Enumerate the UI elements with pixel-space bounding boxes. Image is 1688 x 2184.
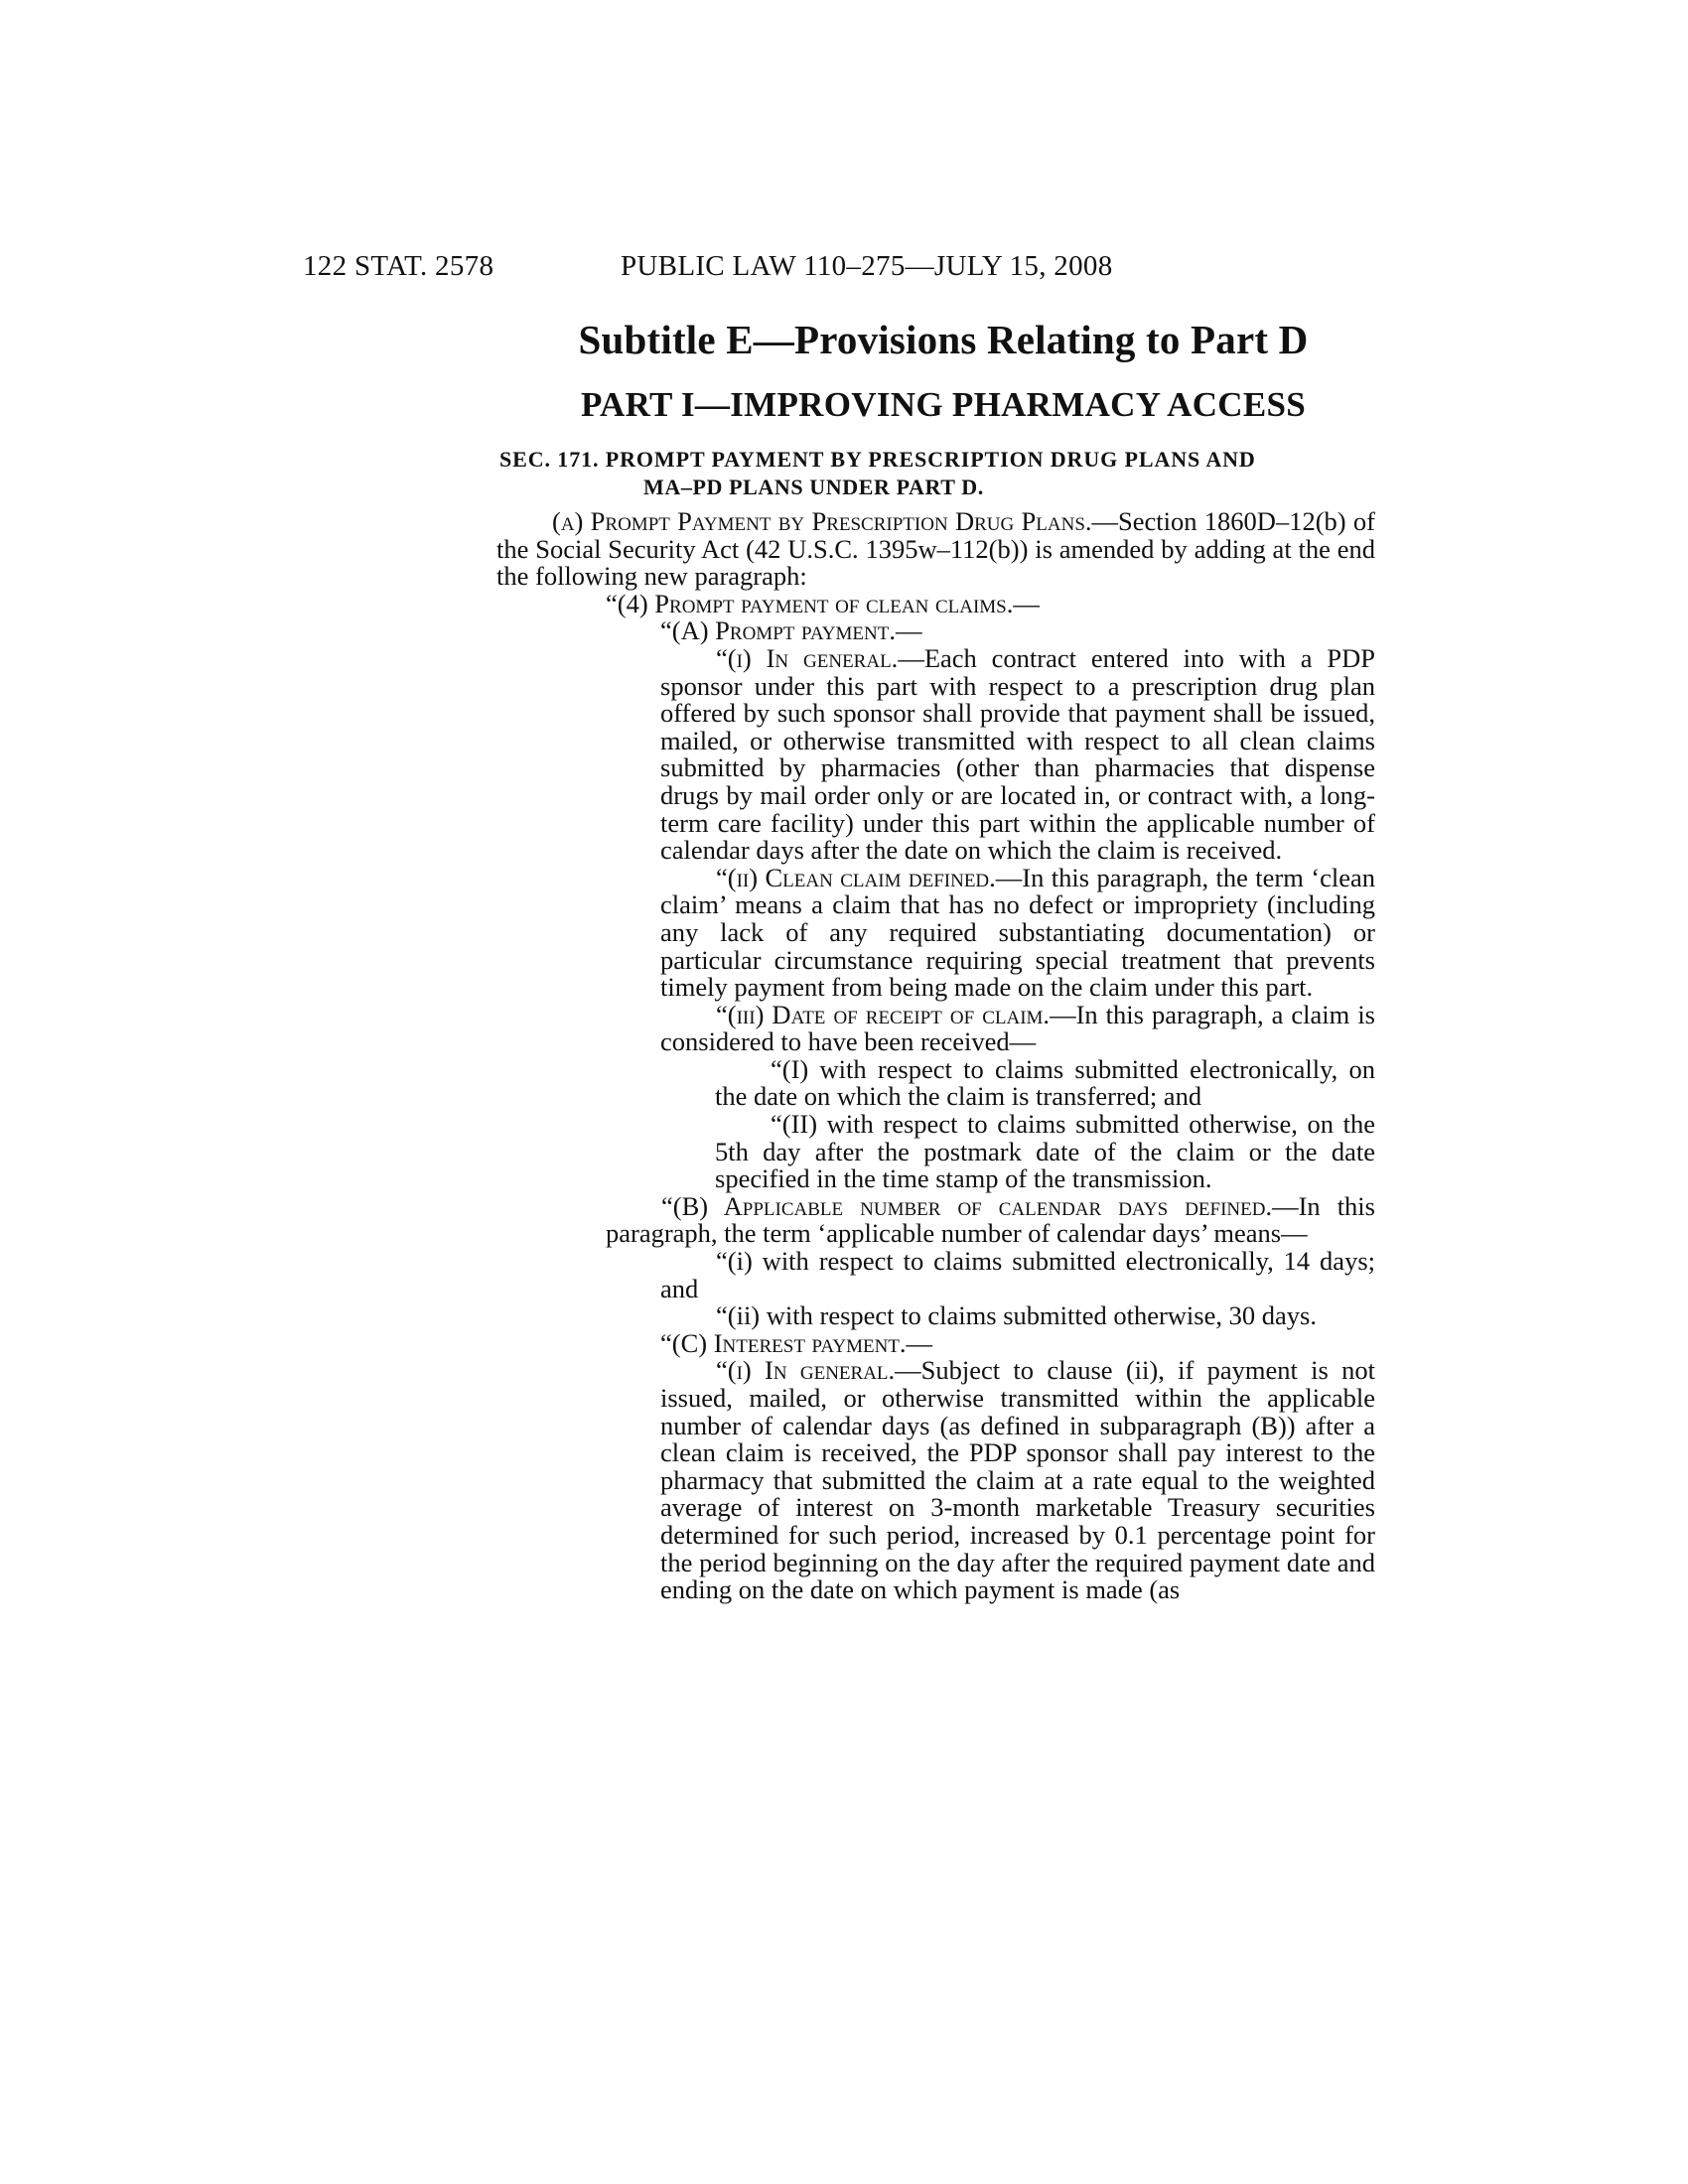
- clause-B-i: [496, 1248, 1375, 1302]
- clause-A-iii: [496, 999, 1375, 1057]
- clause-B-i-text: “(i) with respect to claims submitted electronically, 14 days; and: [660, 1246, 1375, 1303]
- subparagraph-C-heading: [496, 1327, 1375, 1358]
- part-heading: PART I—IMPROVING PHARMACY ACCESS: [580, 385, 1307, 424]
- running-header: [303, 250, 1375, 290]
- subclause-II-text: “(II) with respect to claims submitted otherwise, on the 5th day after the postmark date of the claim or the date specified in the time stamp of the transmission.: [715, 1109, 1375, 1194]
- clause-B-ii: [496, 1302, 1375, 1330]
- subparagraph-C-heading-text: “(C) Interest payment.—: [660, 1327, 933, 1358]
- subparagraph-A-heading-text: “(A) Prompt payment.—: [660, 615, 922, 646]
- clause-A-i-text: —Each contract entered into with a PDP sponsor under this part with respect to a prescription drug plan offered by such sponsor shall provide that payment shall be issued, mailed, or otherwise transmitted with respect to all clean claims submitted by pharmacies (other than pharmacies that dispense drugs by mail order only or are located in, or contract with, a long-term care facility) under this part within the applicable number of calendar days after the date on which the claim is received.: [660, 642, 1375, 866]
- subsection-a-text: —Section 1860D–12(b) of the Social Security Act (42 U.S.C. 1395w–112(b)) is amended by adding at the end the following new paragraph:: [496, 506, 1375, 592]
- subtitle-heading: Subtitle E—Provisions Relating to Part D: [578, 317, 1309, 362]
- subparagraph-B-text: —In this paragraph, the term ‘applicable number of calendar days’ means—: [606, 1190, 1375, 1249]
- clause-B-ii-text: “(ii) with respect to claims submitted otherwise, 30 days.: [716, 1300, 1317, 1331]
- stat-page-number: 122 STAT. 2578: [303, 250, 494, 282]
- clause-C-i-heading: “(i) In general.: [716, 1355, 896, 1386]
- clause-A-iii-heading: “(iii) Date of receipt of claim.: [716, 999, 1051, 1029]
- subclause-I: [496, 1053, 1375, 1112]
- paragraph-4-heading: [496, 588, 1375, 618]
- paragraph-4-heading-text: “(4) Prompt payment of clean claims.—: [606, 588, 1040, 618]
- subsection-a-heading: (a) Prompt Payment by Prescription Drug Plans.: [552, 506, 1092, 536]
- subparagraph-A-heading: [496, 617, 1375, 645]
- clause-C-i-text: —Subject to clause (ii), if payment is not issued, mailed, or otherwise transmitted within the applicable number of calendar days (as defined in subparagraph (B)) after a clean claim is received, the PDP sponsor shall pay interest to the pharmacy that submitted the claim at a rate equal to the weighted average of interest on 3-month marketable Treasury securities determined for such period, increased by 0.1 percentage point for the period beginning on the day after the required payment date and ending on the date on which payment is made (as: [660, 1355, 1375, 1605]
- subparagraph-B: [496, 1190, 1375, 1249]
- section-heading-line2: MA–PD PLANS UNDER PART D.: [643, 474, 984, 499]
- clause-A-ii-text: —In this paragraph, the term ‘clean claim’ means a claim that has no defect or impropriety (including any lack of any required substantiating documentation) or particular circumstance requiring special treatment that prevents timely payment from being made on the claim under this part.: [660, 862, 1375, 1003]
- section-heading: [499, 446, 1373, 500]
- clause-A-ii: [496, 862, 1375, 1003]
- section-heading-line1: SEC. 171. PROMPT PAYMENT BY PRESCRIPTION DRUG PLANS AND: [499, 447, 1256, 472]
- clause-A-i-heading: “(i) In general.: [716, 642, 899, 673]
- clause-A-iii-text: —In this paragraph, a claim is considered to have been received—: [660, 999, 1375, 1057]
- clause-A-i: [496, 642, 1375, 866]
- clause-C-i: [496, 1357, 1375, 1603]
- subparagraph-B-heading: “(B) Applicable number of calendar days defined.: [661, 1190, 1273, 1221]
- subclause-I-text: “(I) with respect to claims submitted electronically, on the date on which the claim is transferred; and: [715, 1053, 1375, 1112]
- subclause-II: [496, 1111, 1375, 1193]
- subsection-a: [496, 508, 1375, 591]
- statute-body: [496, 508, 1375, 1604]
- public-law-date: PUBLIC LAW 110–275—JULY 15, 2008: [621, 250, 1113, 282]
- clause-A-ii-heading: “(ii) Clean claim defined.: [716, 862, 996, 892]
